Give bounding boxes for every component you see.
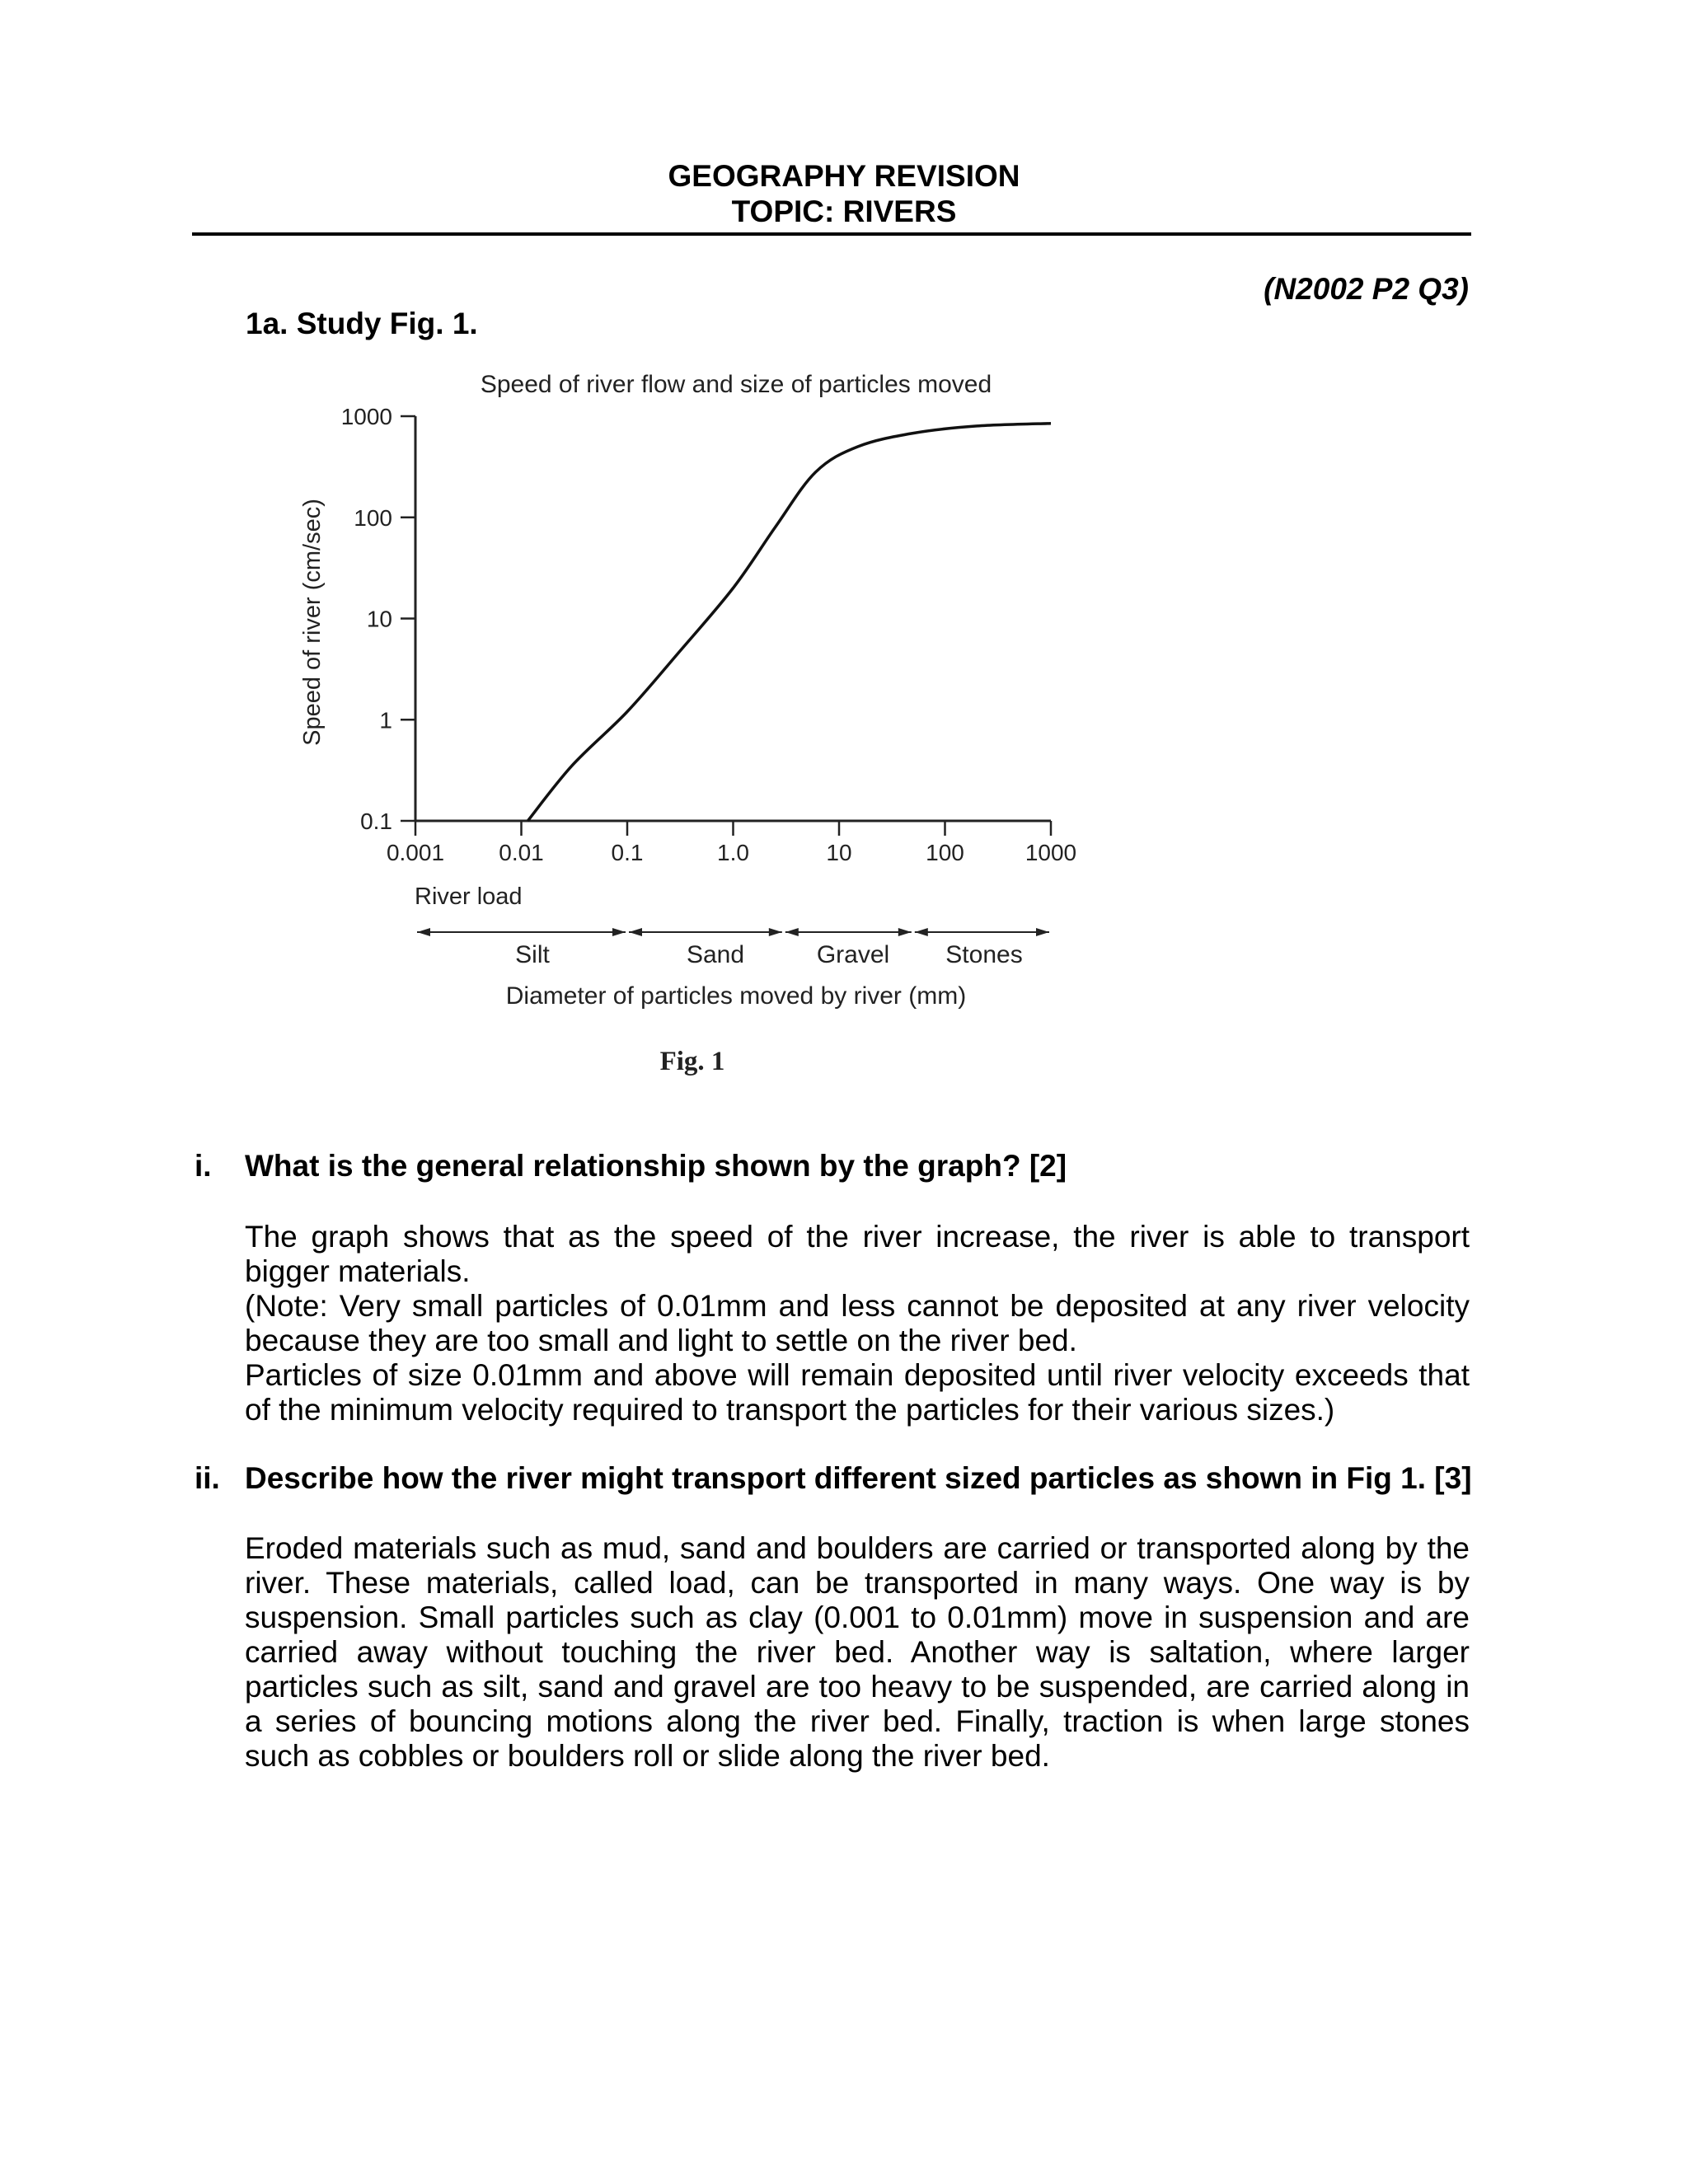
chart-series-line <box>528 424 1051 821</box>
chart-x-axis-label: Diameter of particles moved by river (mm) <box>505 982 967 1010</box>
range-arrowhead <box>915 928 928 936</box>
y-tick-label: 10 <box>366 606 392 632</box>
question-1-prompt: What is the general relationship shown by the graph? [2] <box>245 1149 1067 1183</box>
document-title: GEOGRAPHY REVISION <box>668 159 1020 193</box>
chart-y-axis-label: Speed of river (cm/sec) <box>299 499 326 746</box>
question-1-answer <box>245 1220 1470 1427</box>
question-2-answer <box>245 1531 1470 1774</box>
x-tick-label: 100 <box>926 840 964 865</box>
x-tick-label: 10 <box>826 840 852 865</box>
y-tick-label: 100 <box>354 504 392 531</box>
y-tick-label: 0.1 <box>360 808 392 834</box>
range-label: Silt <box>515 941 550 968</box>
figure-caption: Fig. 1 <box>659 1047 725 1076</box>
answer-paragraph: Eroded materials such as mud, sand and boulders are carried or transported along by the river. These materials, called load, can be transported in many ways. One way is by suspension. Small particles such as clay (0.001 to 0.01mm) move in suspension and are carried away without touching the river bed. Another way is saltation, where larger particles such as silt, sand and gravel are too heavy to be suspended, are carried along in a series of bouncing motions along the river bed. Finally, traction is when large stones such as cobbles or boulders roll or slide along the river bed. <box>245 1531 1470 1773</box>
range-arrowhead <box>629 928 642 936</box>
x-tick-label: 0.01 <box>499 840 544 865</box>
range-label: Stones <box>945 941 1023 968</box>
question-1-number: i. <box>195 1149 212 1183</box>
range-arrowhead <box>898 928 912 936</box>
y-tick-label: 1000 <box>340 404 392 429</box>
range-arrowhead <box>417 928 430 936</box>
x-tick-label: 1000 <box>1025 840 1077 865</box>
document-topic: TOPIC: RIVERS <box>731 194 957 228</box>
x-tick-label: 1.0 <box>717 840 749 865</box>
answer-paragraph: The graph shows that as the speed of the river increase, the river is able to transport bigger materials. <box>245 1220 1470 1288</box>
range-label: Sand <box>686 941 745 968</box>
range-label: Gravel <box>816 941 890 968</box>
answer-paragraph: (Note: Very small particles of 0.01mm and less cannot be deposited at any river velocity because they are too small and light to settle on the river bed. <box>245 1289 1470 1357</box>
range-arrowhead <box>612 928 626 936</box>
y-tick-label: 1 <box>379 707 392 733</box>
x-tick-label: 0.1 <box>611 840 644 865</box>
range-arrowhead <box>769 928 782 936</box>
chart-title: Speed of river flow and size of particles moved <box>480 371 992 398</box>
range-arrowhead <box>1036 928 1049 936</box>
question-reference: (N2002 P2 Q3) <box>1264 272 1469 306</box>
chart-river-load-label: River load <box>415 883 523 910</box>
question-2-prompt: Describe how the river might transport different sized particles as shown in Fig 1. [3] <box>245 1461 1472 1495</box>
intro-instruction: 1a. Study Fig. 1. <box>246 307 478 340</box>
range-arrowhead <box>785 928 799 936</box>
answer-paragraph: Particles of size 0.01mm and above will remain deposited until river velocity exceeds that of the minimum velocity required to transport the particles for their various sizes.) <box>245 1358 1470 1427</box>
question-2-number: ii. <box>195 1461 220 1495</box>
x-tick-label: 0.001 <box>386 840 445 865</box>
